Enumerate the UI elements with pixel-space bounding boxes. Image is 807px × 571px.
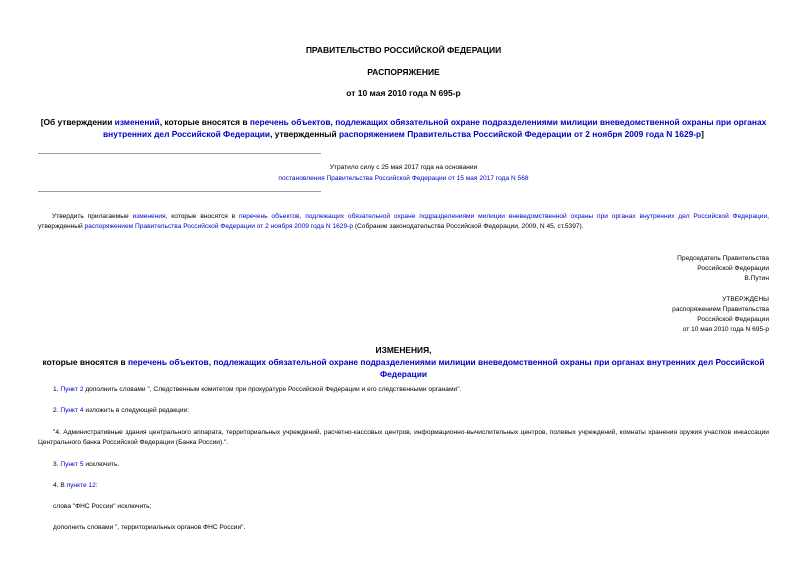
item-2-text: изложить в следующей редакции:: [83, 407, 190, 414]
body-link-changes[interactable]: изменения: [132, 213, 166, 220]
item-4-text: :: [95, 482, 98, 489]
title-text-4: ]: [701, 129, 704, 139]
item-2-number: 2.: [53, 407, 61, 414]
body-link-order-1629[interactable]: распоряжением Правительства Российской Федерации от 2 ноября 2009 года N 1629-р: [84, 223, 354, 230]
item-1: [53, 385, 769, 395]
title-text-2: , которые вносятся в: [159, 117, 250, 127]
body-text-1: Утвердить прилагаемые: [52, 213, 133, 220]
document-title: [30, 116, 777, 140]
changes-subtitle: [40, 356, 767, 380]
approved-heading: УТВЕРЖДЕНЫ: [722, 296, 769, 303]
signature-position: Председатель Правительства: [677, 255, 769, 262]
divider-bottom: [38, 191, 321, 192]
approval-paragraph: [38, 212, 769, 232]
item-3-number: 3.: [53, 461, 61, 468]
body-link-list[interactable]: перечень объектов, подлежащих обязательной охране подразделениями милиции вневедомственной охраны при органах внутренних дел Российской Федерации: [239, 213, 768, 220]
signature-block: [469, 254, 769, 284]
title-link-order-1629[interactable]: распоряжением Правительства Российской Федерации от 2 ноября 2009 года N 1629-р: [338, 129, 702, 139]
item-2-link[interactable]: Пункт 4: [60, 407, 84, 414]
item-4: [53, 481, 769, 491]
title-text-1: [Об утверждении: [40, 117, 115, 127]
title-text-3: , утвержденный: [270, 129, 339, 139]
changes-subtitle-text: которые вносятся в: [42, 357, 128, 367]
item-3-text: исключить.: [83, 461, 120, 468]
government-heading: ПРАВИТЕЛЬСТВО РОССИЙСКОЙ ФЕДЕРАЦИИ: [305, 45, 502, 55]
body-text-2: , которые вносятся в: [165, 213, 240, 220]
document-date-number: от 10 мая 2010 года N 695-р: [346, 88, 461, 98]
signature-name: В.Путин: [744, 275, 769, 282]
status-link-wrap: [0, 174, 807, 184]
approved-date: от 10 мая 2010 года N 695-р: [682, 326, 769, 333]
title-link-list[interactable]: перечень объектов, подлежащих обязательной охране подразделениями милиции вневедомственной охраны при органах внутренних дел Российской Федерации: [103, 117, 767, 139]
item-3: [53, 460, 769, 470]
item-2-quote: "4. Административные здания центрального аппарата, территориальных учреждений, расчетно-кассовых центров, информационно-вычислительных центров, полевых учреждений, комнаты хранения оружия участков инкассации Центрального банка Российской Федерации (Банка России).".: [38, 429, 769, 446]
item-2: [53, 406, 769, 416]
item-1-link[interactable]: Пункт 2: [60, 386, 84, 393]
item-4-link[interactable]: пункте 12: [66, 482, 96, 489]
signature-country: Российской Федерации: [697, 265, 769, 272]
changes-subtitle-link[interactable]: перечень объектов, подлежащих обязательной охране подразделениями милиции вневедомственной охраны при органах внутренних дел Российской Федерации: [127, 357, 765, 379]
item-3-link[interactable]: Пункт 5: [60, 461, 84, 468]
body-text-3: , утвержденный: [38, 213, 769, 230]
divider-top: [38, 153, 321, 154]
status-link-resolution-568[interactable]: постановления Правительства Российской Федерации от 15 мая 2017 года N 568: [278, 175, 529, 182]
title-link-changes[interactable]: изменений: [114, 117, 160, 127]
item-4-sub-1: слова "ФНС России" исключить;: [53, 503, 152, 510]
approved-country: Российской Федерации: [697, 316, 769, 323]
item-1-text: дополнить словами ", Следственным комитетом при прокуратуре Российской Федерации и его следственными органами".: [83, 386, 462, 393]
document-type: РАСПОРЯЖЕНИЕ: [367, 67, 440, 77]
body-text-4: (Собрание законодательства Российской Федерации, 2009, N 45, ст.5397).: [353, 223, 584, 230]
item-4-sub-2: дополнить словами ", территориальных органов ФНС России".: [53, 524, 246, 531]
approved-by: распоряжением Правительства: [672, 306, 769, 313]
status-line: Утратило силу с 25 мая 2017 года на основании: [329, 164, 478, 171]
item-4-number: 4. В: [53, 482, 67, 489]
changes-heading: ИЗМЕНЕНИЯ,: [375, 345, 432, 355]
approved-block: [469, 295, 769, 335]
item-1-number: 1.: [53, 386, 61, 393]
